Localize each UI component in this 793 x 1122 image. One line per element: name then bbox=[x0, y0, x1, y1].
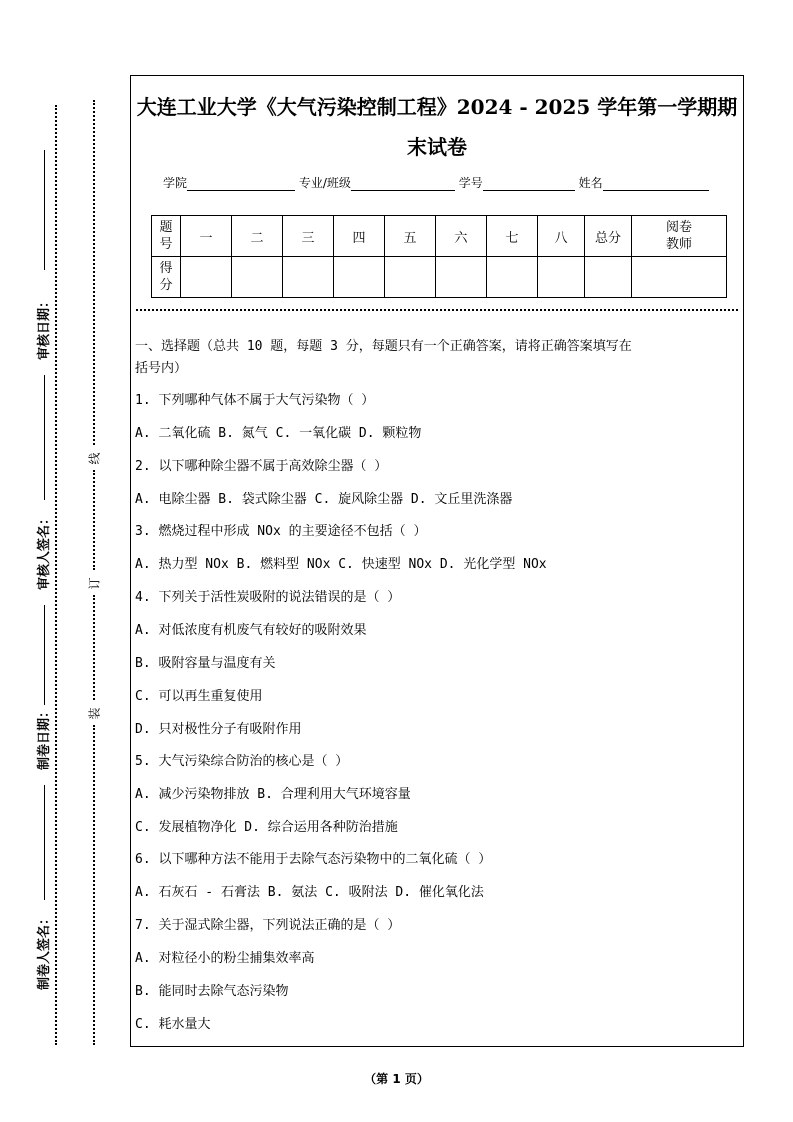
option-line: C. 耗水量大 bbox=[135, 1017, 211, 1032]
page-number: （第 1 页） bbox=[364, 1072, 429, 1086]
question-line: 2. 以下哪种除尘器不属于高效除尘器（ ） bbox=[135, 459, 388, 474]
option-line: C. 可以再生重复使用 bbox=[135, 689, 263, 704]
score-cell[interactable] bbox=[487, 257, 538, 298]
name-label: 姓名 bbox=[578, 176, 603, 190]
question-line: 4. 下列关于活性炭吸附的说法错误的是（ ） bbox=[135, 590, 401, 605]
binding-line-4 bbox=[44, 785, 45, 900]
option-line: A. 电除尘器 B. 袋式除尘器 C. 旋风除尘器 D. 文丘里洗涤器 bbox=[135, 492, 513, 507]
name-field[interactable] bbox=[603, 178, 709, 191]
score-header-cell: 五 bbox=[385, 216, 436, 257]
option-line: C. 发展植物净化 D. 综合运用各种防治措施 bbox=[135, 820, 398, 835]
option-line: D. 只对极性分子有吸附作用 bbox=[135, 722, 302, 737]
option-line: A. 热力型 NOx B. 燃料型 NOx C. 快速型 NOx D. 光化学型 NOx bbox=[135, 557, 547, 572]
score-header-cell: 题 号 bbox=[152, 216, 181, 257]
score-header-cell: 三 bbox=[283, 216, 334, 257]
major-field[interactable] bbox=[351, 178, 455, 191]
option-line: A. 减少污染物排放 B. 合理利用大气环境容量 bbox=[135, 787, 411, 802]
maker-sign-label: 制卷人签名： bbox=[37, 911, 52, 990]
student-info-row bbox=[163, 174, 709, 191]
score-cell[interactable] bbox=[232, 257, 283, 298]
binding-line-2 bbox=[44, 375, 45, 500]
score-cell[interactable] bbox=[632, 257, 727, 298]
question-line: 5. 大气污染综合防治的核心是（ ） bbox=[135, 754, 349, 769]
score-table-header-row bbox=[152, 216, 727, 257]
score-cell[interactable] bbox=[436, 257, 487, 298]
question-line: 3. 燃烧过程中形成 NOx 的主要途径不包括（ ） bbox=[135, 524, 427, 539]
question-line: 1. 下列哪种气体不属于大气污染物（ ） bbox=[135, 393, 375, 408]
score-row-label: 得 分 bbox=[152, 257, 181, 298]
score-header-cell: 总分 bbox=[585, 216, 632, 257]
score-header-cell: 一 bbox=[181, 216, 232, 257]
college-field[interactable] bbox=[187, 178, 295, 191]
score-header-cell: 八 bbox=[538, 216, 585, 257]
student-id-label: 学号 bbox=[458, 176, 483, 190]
score-header-cell: 七 bbox=[487, 216, 538, 257]
option-line: A. 石灰石 - 石膏法 B. 氨法 C. 吸附法 D. 催化氧化法 bbox=[135, 885, 484, 900]
option-line: B. 吸附容量与温度有关 bbox=[135, 656, 276, 671]
score-cell[interactable] bbox=[181, 257, 232, 298]
exam-title-line2: 末试卷 bbox=[407, 135, 467, 159]
score-header-cell: 六 bbox=[436, 216, 487, 257]
option-line: A. 二氧化硫 B. 氮气 C. 一氧化碳 D. 颗粒物 bbox=[135, 426, 422, 441]
dotted-cut-column-4 bbox=[93, 725, 95, 1045]
dotted-cut-column-1 bbox=[93, 100, 95, 445]
score-cell[interactable] bbox=[538, 257, 585, 298]
score-header-cell: 二 bbox=[232, 216, 283, 257]
score-cell[interactable] bbox=[283, 257, 334, 298]
score-header-cell: 四 bbox=[334, 216, 385, 257]
cut-mark-bind: 订 bbox=[87, 577, 102, 590]
approve-date-label: 审核日期： bbox=[37, 294, 52, 360]
college-label: 学院 bbox=[163, 176, 188, 190]
section-heading-line2: 括号内） bbox=[135, 361, 188, 376]
option-line: A. 对粒径小的粉尘捕集效率高 bbox=[135, 951, 315, 966]
dotted-cut-column-2 bbox=[93, 470, 95, 570]
score-cell[interactable] bbox=[585, 257, 632, 298]
option-line: A. 对低浓度有机废气有较好的吸附效果 bbox=[135, 623, 367, 638]
approver-sign-label: 审核人签名： bbox=[37, 511, 52, 590]
exam-title-line1: 大连工业大学《大气污染控制工程》2024 - 2025 学年第一学期期 bbox=[136, 95, 738, 119]
score-header-cell: 阅卷 教师 bbox=[632, 216, 727, 257]
score-cell[interactable] bbox=[385, 257, 436, 298]
score-table-score-row bbox=[152, 257, 727, 298]
section-heading-line1: 一、选择题（总共 10 题，每题 3 分，每题只有一个正确答案，请将正确答案填写在 bbox=[135, 339, 632, 354]
student-id-field[interactable] bbox=[483, 178, 575, 191]
make-date-label: 制卷日期： bbox=[37, 704, 52, 770]
dotted-separator bbox=[136, 309, 738, 311]
score-table bbox=[151, 215, 727, 298]
option-line: B. 能同时去除气态污染物 bbox=[135, 984, 289, 999]
question-line: 6. 以下哪种方法不能用于去除气态污染物中的二氧化硫（ ） bbox=[135, 852, 492, 867]
question-line: 7. 关于湿式除尘器，下列说法正确的是（ ） bbox=[135, 918, 401, 933]
score-cell[interactable] bbox=[334, 257, 385, 298]
major-label: 专业/班级 bbox=[298, 176, 351, 190]
cut-mark-fold: 装 bbox=[87, 707, 102, 720]
dotted-cut-column-3 bbox=[93, 595, 95, 700]
cut-mark-line: 线 bbox=[87, 452, 102, 465]
binding-line-1 bbox=[44, 150, 45, 270]
dotted-binding-column bbox=[55, 105, 57, 1045]
